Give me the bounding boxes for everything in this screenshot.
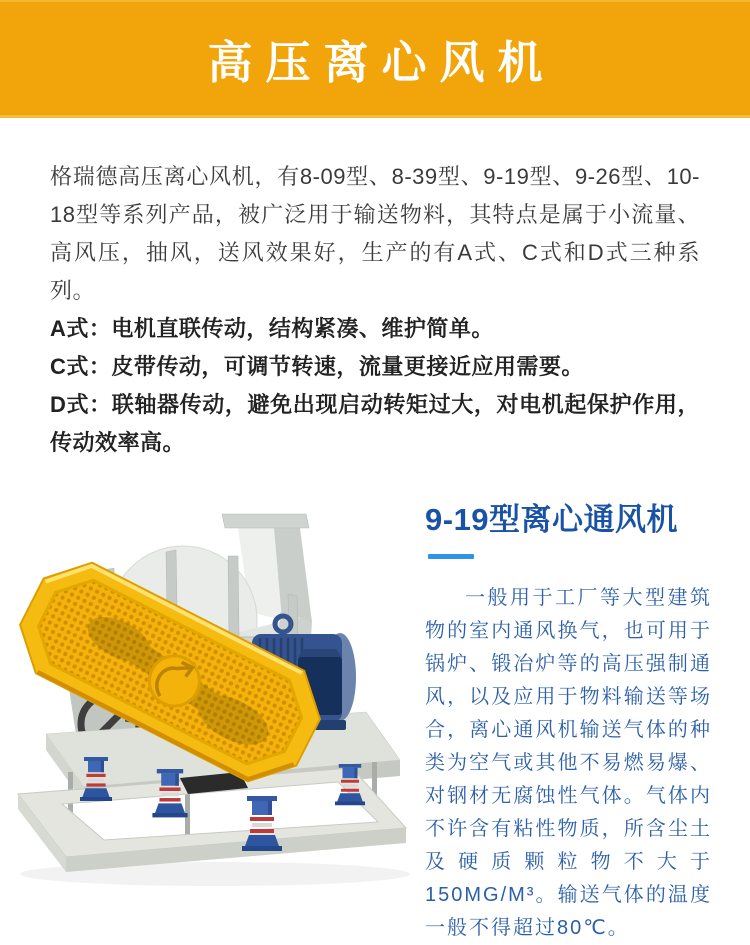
- page-title: 高压离心风机: [207, 37, 556, 88]
- product-info-column: [425, 472, 750, 945]
- type-d-line: D式：联轴器传动，避免出现启动转矩过大，对电机起保护作用，传动效率高。: [50, 392, 700, 455]
- heading-underline: [428, 554, 474, 559]
- product-heading: 9-19型离心通风机: [425, 502, 679, 537]
- type-a-line: A式：电机直联传动，结构紧凑、维护简单。: [50, 316, 494, 341]
- centrifugal-fan-photo: [0, 472, 425, 904]
- product-description: 一般用于工厂等大型建筑物的室内通风换气，也可用于锅炉、锻冶炉等的高压强制通风，以及应用于物料输送等场合，离心通风机输送气体的种类为空气或其他不易燃易爆、对钢材无腐蚀性气体。气体内不许含有粘性物质，所含尘土及硬质颗粒物不大于150MG/M³。输送气体的温度一般不得超过80℃。: [425, 587, 712, 939]
- product-section: [0, 472, 750, 945]
- intro-section: [0, 118, 750, 462]
- type-c-line: C式：皮带传动，可调节转速，流量更接近应用需要。: [50, 354, 584, 379]
- title-banner: [0, 0, 750, 118]
- intro-paragraph: 格瑞德高压离心风机，有8-09型、8-39型、9-19型、9-26型、10-18型等系列产品，被广泛用于输送物料，其特点是属于小流量、高风压，抽风，送风效果好，生产的有A式、C式和D式三种系列。: [50, 164, 700, 303]
